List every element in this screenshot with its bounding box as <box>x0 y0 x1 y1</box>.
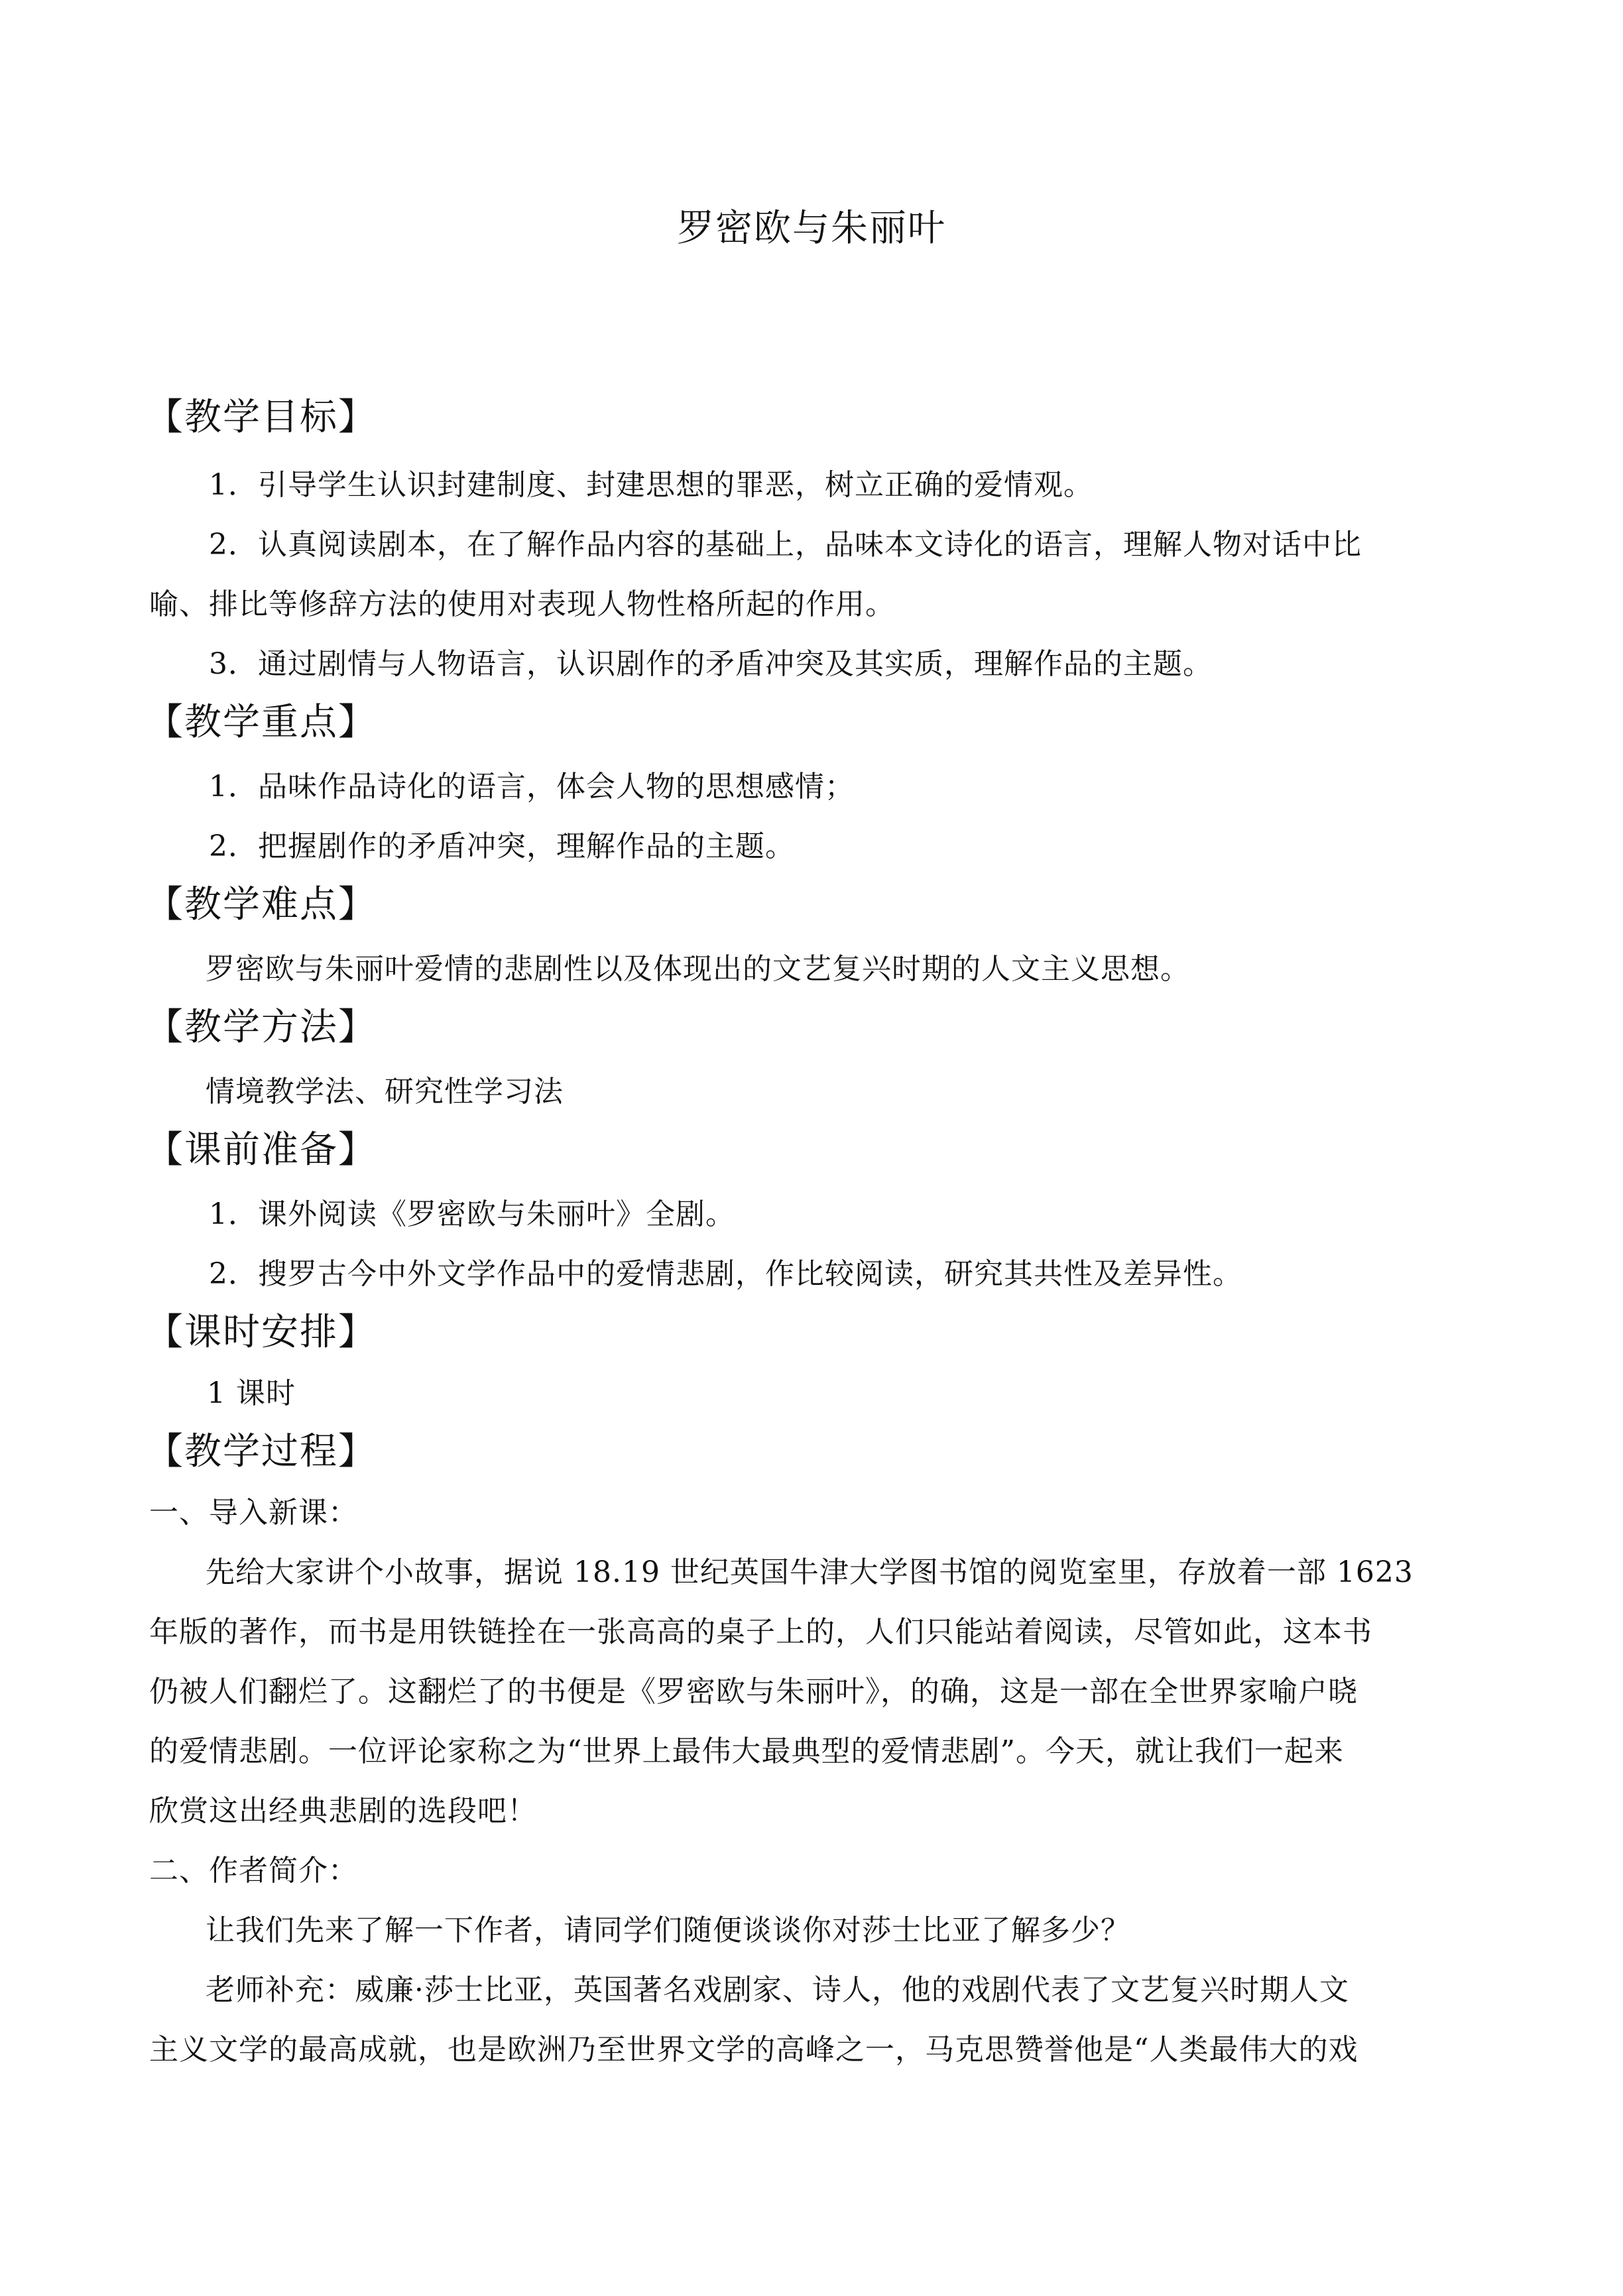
process-part2-line-2: 老师补充：威廉·莎士比亚，英国著名戏剧家、诗人，他的戏剧代表了文艺复兴时期人文 <box>206 1973 1349 2007</box>
heading-schedule: 【课时安排】 <box>146 1311 377 1354</box>
schedule-text: 1 课时 <box>207 1376 296 1410</box>
objective-item-2-cont: 喻、排比等修辞方法的使用对表现人物性格所起的作用。 <box>149 587 895 621</box>
process-part1-line-4: 的爱情悲剧。一位评论家称之为“世界上最伟大最典型的爱情悲剧”。今天，就让我们一起来 <box>149 1734 1344 1768</box>
heading-preparation: 【课前准备】 <box>146 1128 377 1172</box>
preparation-item-2: 2．搜罗古今中外文学作品中的爱情悲剧，作比较阅读，研究其共性及差异性。 <box>209 1257 1242 1291</box>
heading-process: 【教学过程】 <box>146 1430 377 1473</box>
process-part2-title: 二、作者简介： <box>149 1854 358 1888</box>
document-title: 罗密欧与朱丽叶 <box>677 207 946 250</box>
process-part1-line-2: 年版的著作，而书是用铁链拴在一张高高的桌子上的，人们只能站着阅读，尽管如此，这本书 <box>149 1615 1372 1649</box>
heading-objectives: 【教学目标】 <box>146 396 377 439</box>
heading-methods: 【教学方法】 <box>146 1006 377 1049</box>
process-part1-line-5: 欣赏这出经典悲剧的选段吧！ <box>149 1794 537 1828</box>
objective-item-2: 2．认真阅读剧本，在了解作品内容的基础上，品味本文诗化的语言，理解人物对话中比 <box>209 528 1362 562</box>
process-part1-line-1: 先给大家讲个小故事，据说 18.19 世纪英国牛津大学图书馆的阅览室里，存放着一部 1623 <box>206 1555 1413 1589</box>
heading-key-points: 【教学重点】 <box>146 701 377 744</box>
objective-item-1: 1．引导学生认识封建制度、封建思想的罪恶，树立正确的爱情观。 <box>209 468 1093 502</box>
process-part1-title: 一、导入新课： <box>149 1496 358 1530</box>
difficulties-text: 罗密欧与朱丽叶爱情的悲剧性以及体现出的文艺复兴时期的人文主义思想。 <box>206 952 1190 986</box>
key-point-item-2: 2．把握剧作的矛盾冲突，理解作品的主题。 <box>209 829 795 863</box>
process-part2-line-3: 主义文学的最高成就，也是欧洲乃至世界文学的高峰之一，马克思赞誉他是“人类最伟大的戏 <box>149 2033 1358 2067</box>
process-part1-line-3: 仍被人们翻烂了。这翻烂了的书便是《罗密欧与朱丽叶》，的确，这是一部在全世界家喻户晓 <box>149 1675 1358 1709</box>
key-point-item-1: 1．品味作品诗化的语言，体会人物的思想感情； <box>209 770 855 804</box>
preparation-item-1: 1．课外阅读《罗密欧与朱丽叶》全剧。 <box>209 1197 735 1231</box>
methods-text: 情境教学法、研究性学习法 <box>206 1075 564 1109</box>
heading-difficulties: 【教学难点】 <box>146 883 377 926</box>
process-part2-line-1: 让我们先来了解一下作者，请同学们随便谈谈你对莎士比亚了解多少？ <box>206 1913 1130 1947</box>
objective-item-3: 3．通过剧情与人物语言，认识剧作的矛盾冲突及其实质，理解作品的主题。 <box>209 647 1213 681</box>
